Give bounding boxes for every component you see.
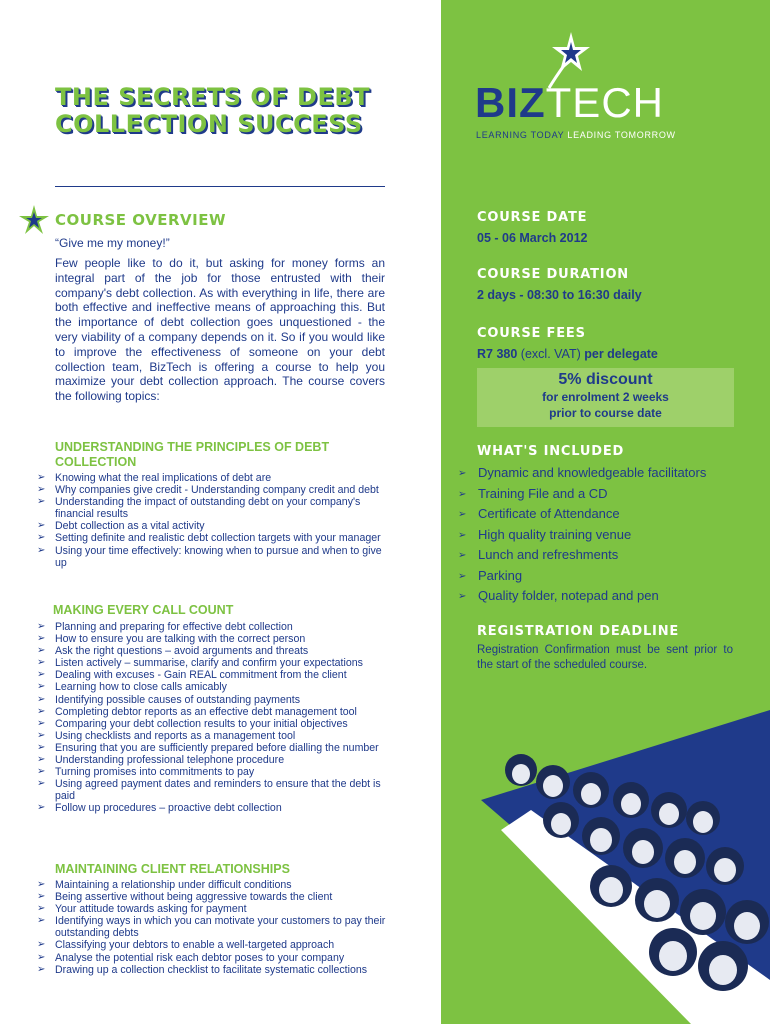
list-item: ➢ Comparing your debt collection results to your initial objectives [37,717,348,730]
arrow-bullet-icon: ➢ [37,891,46,903]
list-item: ➢ Dynamic and knowledgeable facilitators [458,463,748,484]
calls-list [37,621,387,815]
biztech-logo [475,30,740,140]
course-date-heading: COURSE DATE [477,210,588,225]
arrow-bullet-icon: ➢ [37,915,46,927]
arrow-bullet-icon: ➢ [37,778,46,790]
arrow-bullet-icon: ➢ [37,802,46,814]
arrow-bullet-icon: ➢ [458,550,467,561]
arrow-bullet-icon: ➢ [37,520,46,532]
fee-per: per delegate [584,347,658,361]
list-item: ➢ Debt collection as a vital activity [37,520,205,533]
list-item: ➢ Learning how to close calls amicably [37,681,227,694]
list-item: ➢ High quality training venue [458,525,748,546]
arrow-bullet-icon: ➢ [37,741,46,753]
arrow-bullet-icon: ➢ [458,468,467,479]
list-item: ➢ Identifying possible causes of outstanding payments [37,693,300,706]
list-item: ➢ Setting definite and realistic debt collection targets with your manager [37,532,381,545]
arrow-bullet-icon: ➢ [37,754,46,766]
fee-vat: (excl. VAT) [520,347,581,361]
discount-box [477,368,734,427]
arrow-bullet-icon: ➢ [37,705,46,717]
overview-quote: “Give me my money!” [55,236,170,250]
arrow-bullet-icon: ➢ [37,657,46,669]
course-duration-heading: COURSE DURATION [477,267,629,282]
arrow-bullet-icon: ➢ [37,621,46,632]
list-item: ➢ Using agreed payment dates and reminders to ensure that the debt is paid [37,778,381,803]
whats-included-heading: WHAT'S INCLUDED [477,444,625,459]
list-item: ➢ Using checklists and reports as a management tool [37,729,296,742]
arrow-bullet-icon: ➢ [37,951,46,963]
course-fees-heading: COURSE FEES [477,326,586,341]
list-item: ➢ Dealing with excuses - Gain REAL commitment from the client [37,669,347,682]
discount-line-2: prior to course date [549,406,662,420]
course-date-value: 05 - 06 March 2012 [477,231,588,245]
arrow-bullet-icon: ➢ [37,544,46,556]
arrow-bullet-icon: ➢ [37,879,46,890]
registration-heading: REGISTRATION DEADLINE [477,624,680,639]
list-item: ➢ Drawing up a collection checklist to facilitate systematic collections [37,963,368,976]
arrow-bullet-icon: ➢ [37,963,46,975]
list-item: ➢ Completing debtor reports as an effective debt management tool [37,705,357,718]
discount-title: 5% discount [558,371,653,388]
fee-amount: R7 380 [477,347,518,361]
list-item: ➢ Training File and a CD [458,484,748,505]
arrow-bullet-icon: ➢ [37,669,46,681]
tagline-part-a: LEARNING TODAY [476,130,565,140]
course-overview-heading: COURSE OVERVIEW [55,211,226,229]
brand-bold: BIZ [475,79,546,126]
list-item: ➢ Understanding professional telephone procedure [37,754,285,767]
arrow-bullet-icon: ➢ [37,496,46,508]
arrow-bullet-icon: ➢ [37,484,46,496]
arrow-bullet-icon: ➢ [458,529,467,541]
arrow-bullet-icon: ➢ [37,766,46,778]
list-item: ➢ Parking [458,566,748,587]
list-item: ➢ Knowing what the real implications of debt are [37,472,272,484]
tagline-part-b: LEADING TOMORROW [567,130,676,140]
section-heading-calls: MAKING EVERY CALL COUNT [53,603,234,617]
course-duration-value: 2 days - 08:30 to 16:30 daily [477,288,642,302]
arrow-bullet-icon: ➢ [37,903,46,915]
course-fees-value [477,347,658,361]
list-item: ➢ How to ensure you are talking with the correct person [37,633,306,646]
list-item: ➢ Certificate of Attendance [458,504,748,525]
arrow-bullet-icon: ➢ [37,645,46,657]
list-item: ➢ Being assertive without being aggressive towards the client [37,891,333,904]
list-item: ➢ Lunch and refreshments [458,545,748,566]
arrow-bullet-icon: ➢ [458,570,467,582]
arrow-bullet-icon: ➢ [37,472,46,483]
list-item: ➢ Analyse the potential risk each debtor poses to your company [37,951,345,964]
list-item: ➢ Ask the right questions – avoid arguments and threats [37,645,309,658]
star-icon [18,204,50,236]
arrow-bullet-icon: ➢ [458,509,467,520]
discount-line-1: for enrolment 2 weeks [542,390,669,404]
list-item: ➢ Your attitude towards asking for payment [37,903,247,916]
list-item: ➢ Listen actively – summarise, clarify and confirm your expectations [37,657,363,670]
brand-name [475,79,664,126]
list-item: ➢ Understanding the impact of outstanding debt on your company's financial results [37,496,361,521]
overview-intro: Few people like to do it, but asking for money forms an integral part of the job for those entrusted with their company's debt collection. As with everything in life, there are both effective and ineffective means of approaching this. But the importance of debt collection goes unquestioned - the very viability of a company depends on it. So if you would like to improve the effectiveness of someone on your debt collection team, BizTech is offering a course to help you maximize your debt collection approach. The course covers the following topics: [55,256,385,404]
section-heading-principles: UNDERSTANDING THE PRINCIPLES OF DEBT COLLECTION [55,440,330,469]
people-photo [441,690,770,1024]
page-title: THE SECRETS OF DEBT COLLECTION SUCCESS [55,83,371,138]
arrow-bullet-icon: ➢ [37,681,46,693]
list-item: ➢ Turning promises into commitments to pay [37,766,255,779]
brand-tagline [476,130,676,140]
list-item: ➢ Follow up procedures – proactive debt collection [37,802,282,815]
list-item: ➢ Why companies give credit - Understanding company credit and debt [37,484,379,497]
list-item: ➢ Using your time effectively: knowing when to pursue and when to give up [37,544,382,569]
arrow-bullet-icon: ➢ [458,591,467,602]
list-item: ➢ Classifying your debtors to enable a well-targeted approach [37,939,335,952]
registration-text: Registration Confirmation must be sent prior to the start of the scheduled course. [477,644,733,671]
list-item: ➢ Quality folder, notepad and pen [458,586,748,607]
arrow-bullet-icon: ➢ [37,729,46,741]
principles-list [37,472,387,569]
arrow-bullet-icon: ➢ [458,488,467,500]
brand-light: TECH [545,79,664,126]
list-item: ➢ Maintaining a relationship under difficult conditions [37,879,292,891]
title-divider [55,186,385,187]
arrow-bullet-icon: ➢ [37,532,46,544]
section-heading-relationships: MAINTAINING CLIENT RELATIONSHIPS [55,862,290,876]
list-item: ➢ Ensuring that you are sufficiently prepared before dialling the number [37,741,379,754]
included-list [458,463,748,607]
arrow-bullet-icon: ➢ [37,939,46,951]
list-item: ➢ Planning and preparing for effective debt collection [37,621,293,633]
arrow-bullet-icon: ➢ [37,717,46,729]
relationships-list [37,879,387,976]
arrow-bullet-icon: ➢ [37,693,46,705]
arrow-bullet-icon: ➢ [37,633,46,645]
list-item: ➢ Identifying ways in which you can motivate your customers to pay their outstanding debts [37,915,386,940]
